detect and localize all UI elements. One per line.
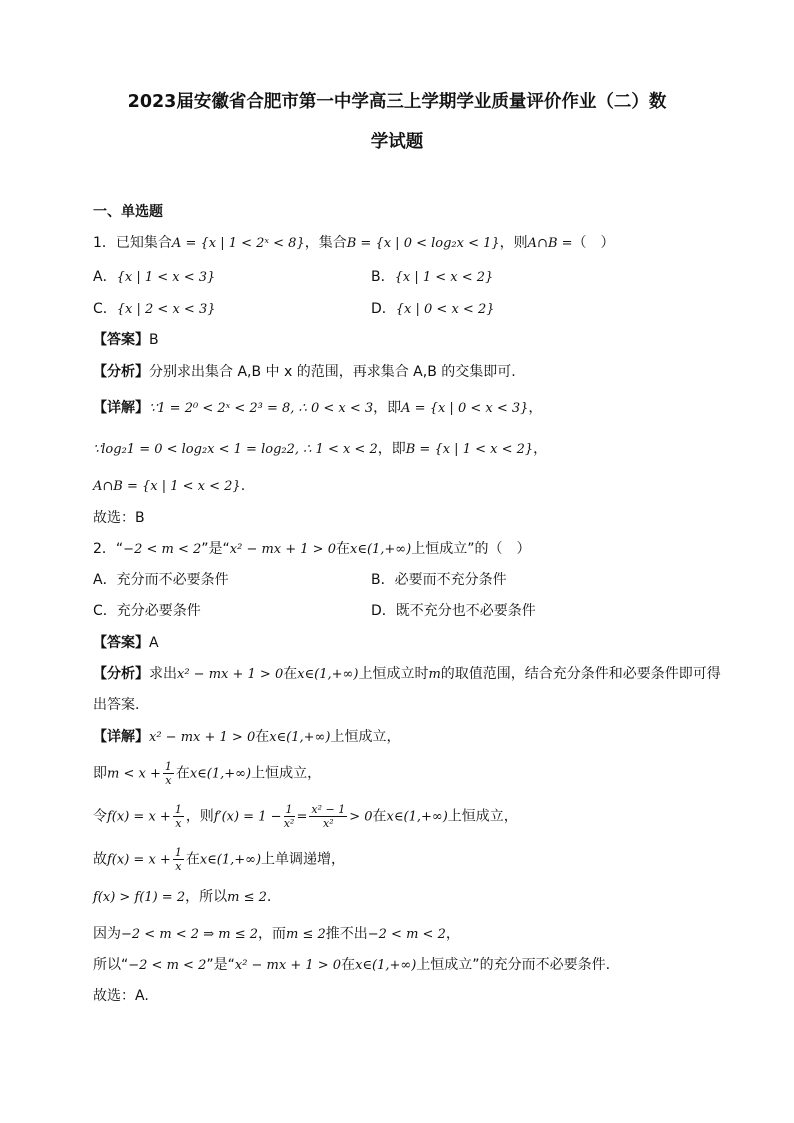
option-text: {x | 1 < x < 3}: [116, 270, 216, 285]
q1-stem: [93, 233, 615, 254]
detail-end: 上恒成立，: [447, 808, 518, 825]
fraction: [173, 803, 184, 830]
q1-option-c: [93, 299, 216, 320]
detail-domain: x∈(1,+∞): [386, 809, 448, 825]
q1-option-d: [371, 299, 495, 320]
analysis-text-4: 的取值范围，结合充分条件和必要条件即可得: [440, 666, 721, 682]
option-key: A．: [93, 269, 117, 285]
equals-sign: =: [296, 809, 308, 825]
option-text: {x | 2 < x < 3}: [116, 302, 216, 317]
q1-set-b: B = {x | 0 < log₂x < 1}: [346, 236, 500, 251]
option-key: B．: [371, 572, 395, 588]
q1-stem-text: 1．已知集合: [93, 235, 172, 251]
q2-domain: x∈(1,+∞): [349, 542, 412, 557]
analysis-text-3: 上恒成立时: [358, 666, 429, 682]
detail-tag: 【详解】: [93, 400, 149, 416]
detail-condition: −2 < m < 2: [367, 927, 446, 942]
q1-option-b: [371, 267, 493, 288]
option-text: {x | 0 < x < 2}: [395, 302, 495, 317]
q1-stem-text-b: ，集合: [304, 235, 347, 251]
page-title-continued: 学试题: [370, 132, 424, 152]
analysis-text: 分别求出集合 A,B 中 x 的范围，再求集合 A,B 的交集即可.: [149, 364, 516, 380]
detail-text-2: 在: [175, 765, 190, 782]
q1-choose: 故选：B: [93, 510, 145, 526]
detail-math-gt: > 0: [349, 809, 373, 825]
page-title: 2023届安徽省合肥市第一中学高三上学期学业质量评价作业（二）数: [127, 92, 667, 112]
option-text: 充分而不必要条件: [116, 572, 229, 588]
q2-detail-3: [93, 803, 518, 830]
fraction-denominator: x²: [323, 817, 334, 830]
detail-domain: x∈(1,+∞): [355, 958, 417, 973]
detail-end: 上单调递增，: [261, 851, 346, 868]
option-key: C．: [93, 603, 117, 619]
detail-text: ，所以: [185, 889, 228, 905]
detail-text: 在: [255, 729, 270, 745]
detail-domain: x∈(1,+∞): [199, 852, 262, 868]
detail-math: m < x +: [107, 766, 161, 782]
option-text: 既不充分也不必要条件: [395, 603, 536, 619]
q2-condition: −2 < m < 2: [123, 542, 202, 557]
q2-stem-text-2: ”是“: [201, 541, 230, 557]
answer-value: A: [149, 635, 159, 651]
detail-end: 上恒成立”的充分而不必要条件.: [416, 957, 611, 973]
detail-text-3: 在: [341, 957, 356, 973]
q1-answer: [93, 330, 159, 350]
detail-math: ∵1 = 2⁰ < 2ˣ < 2³ = 8, ∴ 0 < x < 3: [149, 401, 374, 416]
option-text: 充分必要条件: [116, 603, 201, 619]
q1-detail-3: [93, 476, 245, 497]
q1-detail-1: [93, 398, 542, 419]
detail-text: 因为: [93, 926, 121, 942]
detail-condition: −2 < m < 2: [128, 958, 207, 973]
analysis-text: 求出: [149, 666, 177, 682]
q2-option-d: [371, 601, 536, 621]
q2-option-a: [93, 570, 229, 590]
q2-stem-text-4: 上恒成立”的（ ）: [411, 541, 531, 557]
option-key: A．: [93, 572, 117, 588]
detail-result: m ≤ 2: [227, 890, 267, 905]
detail-end: .: [266, 889, 272, 905]
analysis-variable: m: [428, 667, 441, 682]
q2-detail-4: [93, 846, 345, 873]
q2-stem-text-3: 在: [335, 541, 350, 557]
detail-end: ，: [445, 926, 460, 942]
detail-result: A = {x | 0 < x < 3}: [401, 401, 529, 416]
q2-answer: [93, 633, 159, 653]
fraction-denominator: x: [165, 774, 172, 787]
q2-detail-2: [93, 760, 321, 787]
detail-text: ，即: [373, 400, 402, 416]
option-key: C．: [93, 301, 117, 317]
q1-expr: A∩B =: [527, 236, 573, 251]
answer-value: B: [149, 332, 159, 348]
detail-math: f(x) = x +: [107, 809, 171, 825]
q2-detail-7: [93, 955, 610, 976]
q2-analysis: [93, 664, 721, 685]
detail-math-2: m ≤ 2: [286, 927, 326, 942]
detail-tag: 【详解】: [93, 729, 149, 745]
analysis-text-2: 在: [283, 666, 298, 682]
detail-end: ，: [533, 441, 548, 457]
q2-stem-text: 2．“: [93, 541, 124, 557]
detail-inequality: x² − mx + 1 > 0: [234, 958, 342, 973]
option-key: B．: [371, 269, 395, 285]
fraction-numerator: x² − 1: [311, 803, 346, 816]
q2-analysis-cont: 出答案.: [93, 697, 140, 713]
detail-text-2: ，则: [185, 808, 214, 825]
detail-end: 上恒成立，: [330, 729, 401, 745]
q2-inequality: x² − mx + 1 > 0: [229, 542, 336, 557]
q2-detail-6: [93, 924, 460, 945]
fraction-numerator: 1: [164, 760, 172, 773]
detail-text: ，即: [377, 441, 406, 457]
detail-result: B = {x | 1 < x < 2}: [405, 442, 534, 457]
q1-detail-2: [93, 439, 547, 460]
q2-stem: [93, 539, 530, 560]
analysis-tag: 【分析】: [93, 364, 149, 380]
detail-math: A∩B = {x | 1 < x < 2}: [93, 479, 241, 494]
detail-text-3: 推不出: [325, 926, 368, 942]
detail-text-3: 在: [372, 808, 387, 825]
q2-detail-1: [93, 727, 400, 748]
fraction-denominator: x: [175, 860, 182, 873]
detail-text: 令: [93, 808, 107, 825]
fraction: [163, 760, 174, 787]
q2-choose: 故选：A.: [93, 988, 149, 1004]
detail-end: ，: [528, 400, 543, 416]
analysis-tag: 【分析】: [93, 666, 149, 682]
fraction-numerator: 1: [285, 803, 293, 816]
option-key: D．: [371, 301, 396, 317]
q2-option-b: [371, 570, 507, 590]
q1-analysis: [93, 362, 516, 382]
detail-derivative: f′(x) = 1 −: [213, 809, 282, 825]
fraction-denominator: x²: [283, 817, 295, 830]
analysis-domain: x∈(1,+∞): [297, 667, 359, 682]
fraction: [309, 803, 347, 830]
detail-math: ∵log₂1 = 0 < log₂x < 1 = log₂2, ∴ 1 < x < 2: [93, 442, 378, 457]
option-key: D．: [371, 603, 396, 619]
fraction-numerator: 1: [174, 803, 182, 816]
fraction-denominator: x: [175, 817, 182, 830]
detail-text-2: ，而: [258, 926, 286, 942]
detail-math: f(x) > f(1) = 2: [93, 890, 186, 905]
detail-end: 上恒成立，: [251, 765, 322, 782]
q1-stem-bracket: （ ）: [572, 235, 615, 251]
analysis-inequality: x² − mx + 1 > 0: [177, 667, 284, 682]
detail-math: −2 < m < 2 ⇒ m ≤ 2: [121, 927, 258, 942]
detail-math: f(x) = x +: [107, 852, 171, 868]
q2-option-c: [93, 601, 201, 621]
q1-set-a: A = {x | 1 < 2ˣ < 8}: [171, 236, 305, 251]
detail-math: x² − mx + 1 > 0: [149, 730, 256, 745]
detail-text: 故: [93, 851, 107, 868]
detail-text: 所以“: [93, 957, 129, 973]
detail-text-2: ”是“: [206, 957, 235, 973]
fraction: [173, 846, 184, 873]
detail-text: 即: [93, 765, 107, 782]
option-text: {x | 1 < x < 2}: [394, 270, 494, 285]
detail-domain: x∈(1,+∞): [189, 766, 252, 782]
detail-text-2: 在: [185, 851, 200, 868]
answer-tag: 【答案】: [93, 635, 149, 651]
answer-tag: 【答案】: [93, 332, 149, 348]
q1-stem-text-c: ，则: [499, 235, 528, 251]
fraction-numerator: 1: [174, 846, 182, 859]
detail-domain: x∈(1,+∞): [269, 730, 331, 745]
section-heading: 一、单选题: [93, 204, 163, 220]
detail-end: .: [240, 478, 246, 494]
q2-detail-5: [93, 887, 271, 908]
option-text: 必要而不充分条件: [394, 572, 507, 588]
q1-option-a: [93, 267, 215, 288]
fraction: [284, 803, 295, 830]
